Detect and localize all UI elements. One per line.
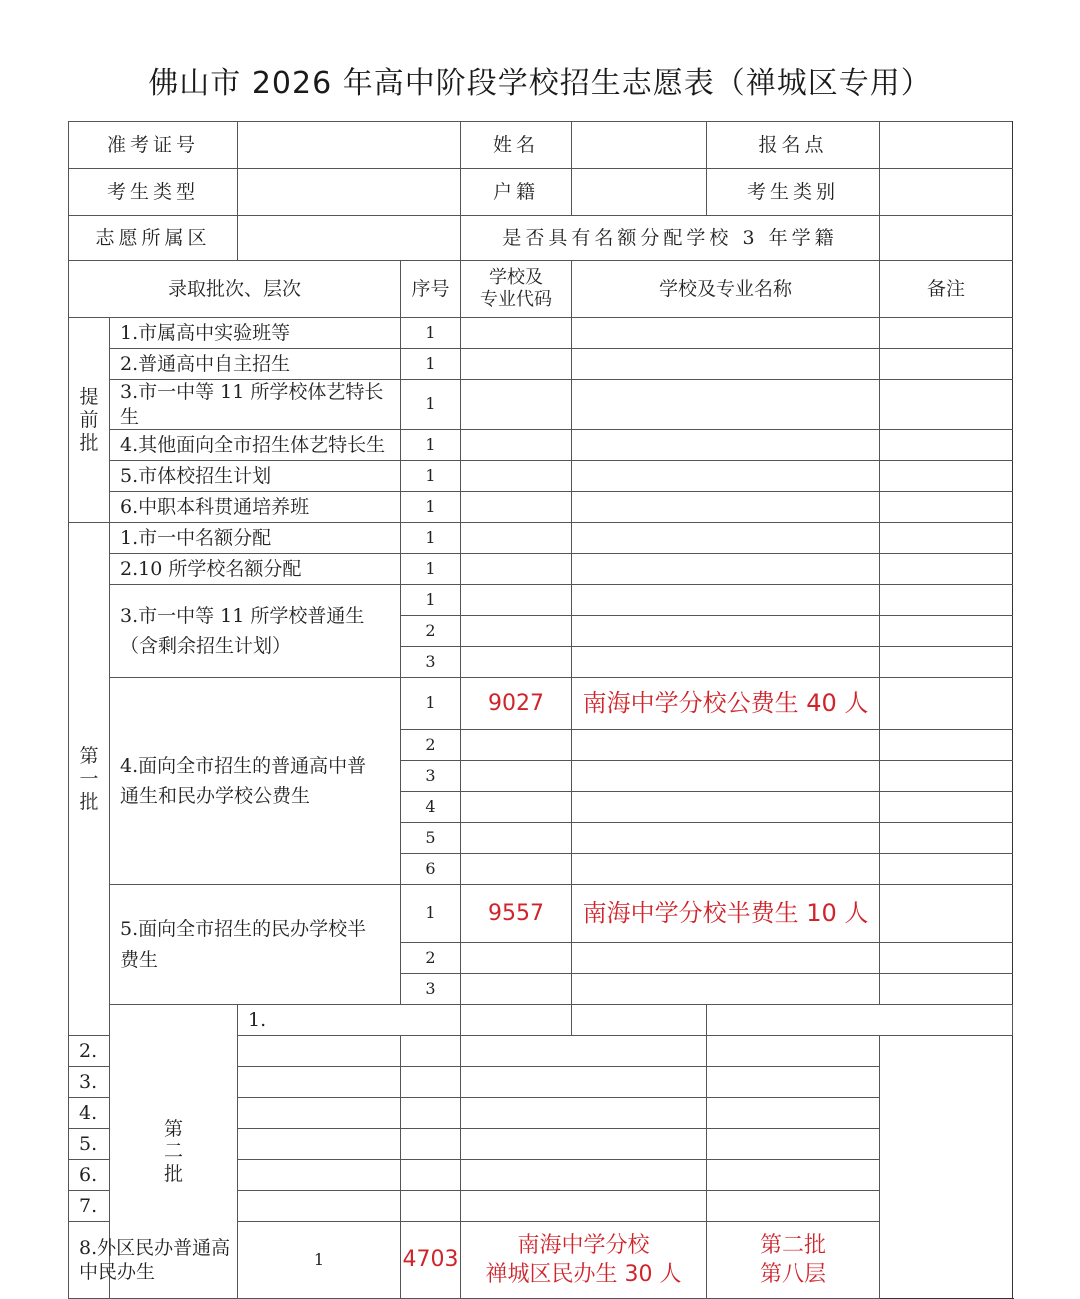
row-label-line: 5.面向全市招生的民办学校半 xyxy=(120,918,367,941)
code-cell[interactable] xyxy=(461,792,572,823)
seq-cell[interactable] xyxy=(238,1036,401,1067)
header-code xyxy=(461,261,572,318)
student-type-label: 考生类型 xyxy=(69,169,238,216)
quota-answer-field[interactable] xyxy=(880,216,1013,261)
exam-no-label: 准考证号 xyxy=(69,122,238,169)
code-cell[interactable] xyxy=(401,1067,461,1098)
school-line: 禅城区民办生 30 人 xyxy=(485,1262,682,1288)
name-field[interactable] xyxy=(572,122,707,169)
remark-cell[interactable] xyxy=(880,554,1013,585)
row-label: 3. xyxy=(69,1067,238,1098)
code-cell[interactable] xyxy=(461,554,572,585)
remark-cell[interactable] xyxy=(880,380,1013,430)
code-cell[interactable] xyxy=(461,761,572,792)
quota-question: 是否具有名额分配学校 3 年学籍 xyxy=(461,216,880,261)
group-char: 第 xyxy=(79,745,99,768)
row-seq: 3 xyxy=(401,647,461,678)
school-cell[interactable] xyxy=(572,943,880,974)
group-advance xyxy=(69,318,110,523)
row-label: 6.中职本科贯通培养班 xyxy=(110,492,401,523)
school-cell[interactable] xyxy=(572,554,880,585)
row-seq: 1 xyxy=(401,523,461,554)
code-cell[interactable]: 4703 xyxy=(401,1222,461,1299)
code-cell[interactable] xyxy=(572,1005,707,1036)
code-cell[interactable] xyxy=(461,585,572,616)
seq-cell[interactable] xyxy=(461,1005,572,1036)
group-char: 批 xyxy=(164,1163,184,1186)
seq-cell[interactable] xyxy=(238,1098,401,1129)
school-cell[interactable] xyxy=(572,492,880,523)
header-seq: 序号 xyxy=(401,261,461,318)
remark-cell[interactable] xyxy=(880,792,1013,823)
remark-cell[interactable] xyxy=(880,943,1013,974)
code-cell[interactable] xyxy=(461,616,572,647)
remark-cell[interactable] xyxy=(880,492,1013,523)
table-row xyxy=(69,1005,1013,1036)
row-label: 2.普通高中自主招生 xyxy=(110,349,401,380)
school-cell[interactable] xyxy=(572,318,880,349)
code-cell[interactable] xyxy=(401,1160,461,1191)
code-cell[interactable] xyxy=(461,730,572,761)
household-label: 户籍 xyxy=(461,169,572,216)
row-label: 5. xyxy=(69,1129,238,1160)
remark-cell[interactable] xyxy=(707,1036,880,1067)
table-row xyxy=(69,461,1013,492)
group-char: 批 xyxy=(79,790,99,813)
code-cell[interactable] xyxy=(461,318,572,349)
row-seq: 1 xyxy=(401,492,461,523)
row-label-line: 通生和民办学校公费生 xyxy=(120,785,311,808)
code-cell[interactable] xyxy=(401,1098,461,1129)
student-category-label: 考生类别 xyxy=(707,169,880,216)
application-form-table xyxy=(68,121,1013,1299)
remark-cell[interactable] xyxy=(707,1067,880,1098)
school-cell[interactable] xyxy=(572,461,880,492)
table-row xyxy=(69,430,1013,461)
row-label: 5.市体校招生计划 xyxy=(110,461,401,492)
row-seq: 5 xyxy=(401,823,461,854)
row-label-line: 3.市一中等 11 所学校普通生 xyxy=(120,604,365,627)
table-row xyxy=(69,1036,1013,1067)
school-cell[interactable] xyxy=(572,974,880,1005)
row-seq: 4 xyxy=(401,792,461,823)
group-first xyxy=(69,523,110,1036)
table-row xyxy=(69,1129,1013,1160)
student-category-field[interactable] xyxy=(880,169,1013,216)
row-seq: 1 xyxy=(401,885,461,943)
school-cell[interactable] xyxy=(461,1160,707,1191)
school-cell[interactable] xyxy=(461,1036,707,1067)
remark-cell[interactable] xyxy=(880,854,1013,885)
remark-cell[interactable] xyxy=(707,1222,880,1299)
row-seq: 3 xyxy=(401,974,461,1005)
school-line: 南海中学分校 xyxy=(517,1232,650,1258)
row-label: 3.市一中等 11 所学校体艺特长生 xyxy=(110,380,401,430)
row-seq: 1 xyxy=(401,554,461,585)
reg-point-label: 报名点 xyxy=(707,122,880,169)
school-cell[interactable] xyxy=(572,380,880,430)
table-row xyxy=(69,318,1013,349)
info-row-3 xyxy=(69,216,1013,261)
school-cell[interactable] xyxy=(572,585,880,616)
seq-cell[interactable] xyxy=(238,1160,401,1191)
code-cell[interactable] xyxy=(461,823,572,854)
school-cell[interactable] xyxy=(461,1067,707,1098)
school-cell[interactable] xyxy=(572,761,880,792)
header-code-line1: 学校及 xyxy=(489,267,544,289)
seq-cell[interactable] xyxy=(238,1129,401,1160)
household-field[interactable] xyxy=(572,169,707,216)
row-seq: 2 xyxy=(401,616,461,647)
table-header xyxy=(69,261,1013,318)
code-cell[interactable] xyxy=(461,380,572,430)
header-school-name: 学校及专业名称 xyxy=(572,261,880,318)
row-label xyxy=(110,885,401,1005)
row-label xyxy=(110,678,401,885)
row-seq: 1 xyxy=(401,380,461,430)
table-row xyxy=(69,885,1013,943)
group-char: 前 xyxy=(79,408,99,431)
remark-cell[interactable] xyxy=(880,730,1013,761)
code-cell[interactable] xyxy=(461,492,572,523)
row-seq: 6 xyxy=(401,854,461,885)
district-field[interactable] xyxy=(238,216,461,261)
school-cell[interactable] xyxy=(572,730,880,761)
row-seq: 1 xyxy=(401,585,461,616)
district-label: 志愿所属区 xyxy=(69,216,238,261)
remark-cell[interactable] xyxy=(880,823,1013,854)
code-cell[interactable] xyxy=(461,349,572,380)
remark-cell[interactable] xyxy=(707,1160,880,1191)
code-cell[interactable]: 9557 xyxy=(461,885,572,943)
school-cell[interactable] xyxy=(572,823,880,854)
remark-cell[interactable] xyxy=(707,1098,880,1129)
table-row xyxy=(69,523,1013,554)
group-char: 一 xyxy=(79,767,99,790)
table-row xyxy=(69,1160,1013,1191)
code-cell[interactable] xyxy=(461,943,572,974)
group-char: 二 xyxy=(164,1140,184,1163)
row-label-line: 4.面向全市招生的普通高中普 xyxy=(120,754,367,777)
code-cell[interactable] xyxy=(401,1036,461,1067)
code-cell[interactable] xyxy=(401,1129,461,1160)
row-seq: 2 xyxy=(401,730,461,761)
table-row xyxy=(69,1222,1013,1299)
row-label: 7. xyxy=(69,1191,238,1222)
seq-cell[interactable] xyxy=(238,1067,401,1098)
table-row xyxy=(69,1067,1013,1098)
remark-cell[interactable] xyxy=(707,1129,880,1160)
remark-cell[interactable] xyxy=(880,585,1013,616)
school-cell[interactable] xyxy=(572,349,880,380)
remark-line: 第八层 xyxy=(760,1262,827,1288)
remark-cell[interactable] xyxy=(880,616,1013,647)
code-cell[interactable] xyxy=(461,647,572,678)
school-cell[interactable]: 南海中学分校半费生 10 人 xyxy=(572,885,880,943)
group-char: 提 xyxy=(79,385,99,408)
seq-cell[interactable] xyxy=(238,1191,401,1222)
row-label: 1. xyxy=(238,1005,461,1036)
table-row xyxy=(69,349,1013,380)
form-title: 佛山市 2026 年高中阶段学校招生志愿表（禅城区专用） xyxy=(148,66,932,101)
row-label: 1.市属高中实验班等 xyxy=(110,318,401,349)
table-row xyxy=(69,554,1013,585)
header-remark: 备注 xyxy=(880,261,1013,318)
code-cell[interactable] xyxy=(461,430,572,461)
remark-cell[interactable] xyxy=(880,647,1013,678)
header-batch-level: 录取批次、层次 xyxy=(69,261,401,318)
row-seq: 1 xyxy=(401,461,461,492)
row-seq: 1 xyxy=(401,349,461,380)
info-row-2 xyxy=(69,169,1013,216)
school-cell[interactable] xyxy=(461,1222,707,1299)
school-cell[interactable] xyxy=(572,430,880,461)
group-char: 批 xyxy=(79,431,99,454)
row-label: 4.其他面向全市招生体艺特长生 xyxy=(110,430,401,461)
row-seq: 1 xyxy=(401,430,461,461)
table-row xyxy=(69,585,1013,616)
school-cell[interactable] xyxy=(461,1129,707,1160)
school-cell[interactable] xyxy=(572,616,880,647)
name-label: 姓名 xyxy=(461,122,572,169)
table-row xyxy=(69,380,1013,430)
remark-line: 第二批 xyxy=(760,1232,827,1258)
remark-cell[interactable] xyxy=(880,430,1013,461)
code-cell[interactable] xyxy=(401,1191,461,1222)
row-label: 6. xyxy=(69,1160,238,1191)
remark-cell[interactable] xyxy=(880,761,1013,792)
code-cell[interactable] xyxy=(461,523,572,554)
table-row xyxy=(69,492,1013,523)
group-char: 第 xyxy=(164,1117,184,1140)
code-cell[interactable] xyxy=(461,461,572,492)
remark-cell[interactable] xyxy=(880,678,1013,730)
row-label: 1.市一中名额分配 xyxy=(110,523,401,554)
info-row-1 xyxy=(69,122,1013,169)
school-cell[interactable] xyxy=(461,1098,707,1129)
remark-cell[interactable] xyxy=(880,349,1013,380)
row-label-line: （含剩余招生计划） xyxy=(120,635,292,658)
remark-cell[interactable] xyxy=(707,1191,880,1222)
row-seq: 1 xyxy=(401,318,461,349)
remark-cell[interactable] xyxy=(880,461,1013,492)
row-label xyxy=(110,585,401,678)
row-seq: 1 xyxy=(401,678,461,730)
row-seq: 1 xyxy=(238,1222,401,1299)
school-cell[interactable] xyxy=(572,854,880,885)
exam-no-field[interactable] xyxy=(238,122,461,169)
remark-cell[interactable] xyxy=(880,318,1013,349)
reg-point-field[interactable] xyxy=(880,122,1013,169)
student-type-field[interactable] xyxy=(238,169,461,216)
table-row xyxy=(69,1191,1013,1222)
remark-cell[interactable] xyxy=(880,974,1013,1005)
school-cell[interactable] xyxy=(572,647,880,678)
table-row xyxy=(69,1098,1013,1129)
header-code-line2: 专业代码 xyxy=(480,289,553,310)
code-cell[interactable]: 9027 xyxy=(461,678,572,730)
school-cell[interactable] xyxy=(572,523,880,554)
school-cell[interactable] xyxy=(707,1005,1013,1036)
school-cell[interactable] xyxy=(461,1191,707,1222)
row-label: 2. xyxy=(69,1036,238,1067)
remark-cell[interactable] xyxy=(880,523,1013,554)
row-seq: 2 xyxy=(401,943,461,974)
row-label: 2.10 所学校名额分配 xyxy=(110,554,401,585)
row-label: 4. xyxy=(69,1098,238,1129)
row-label-line: 费生 xyxy=(120,948,159,971)
school-cell[interactable] xyxy=(572,792,880,823)
row-label: 8.外区民办普通高中民办生 xyxy=(69,1222,238,1299)
remark-cell[interactable] xyxy=(880,885,1013,943)
school-cell[interactable]: 南海中学分校公费生 40 人 xyxy=(572,678,880,730)
code-cell[interactable] xyxy=(461,974,572,1005)
code-cell[interactable] xyxy=(461,854,572,885)
table-row xyxy=(69,678,1013,730)
row-seq: 3 xyxy=(401,761,461,792)
